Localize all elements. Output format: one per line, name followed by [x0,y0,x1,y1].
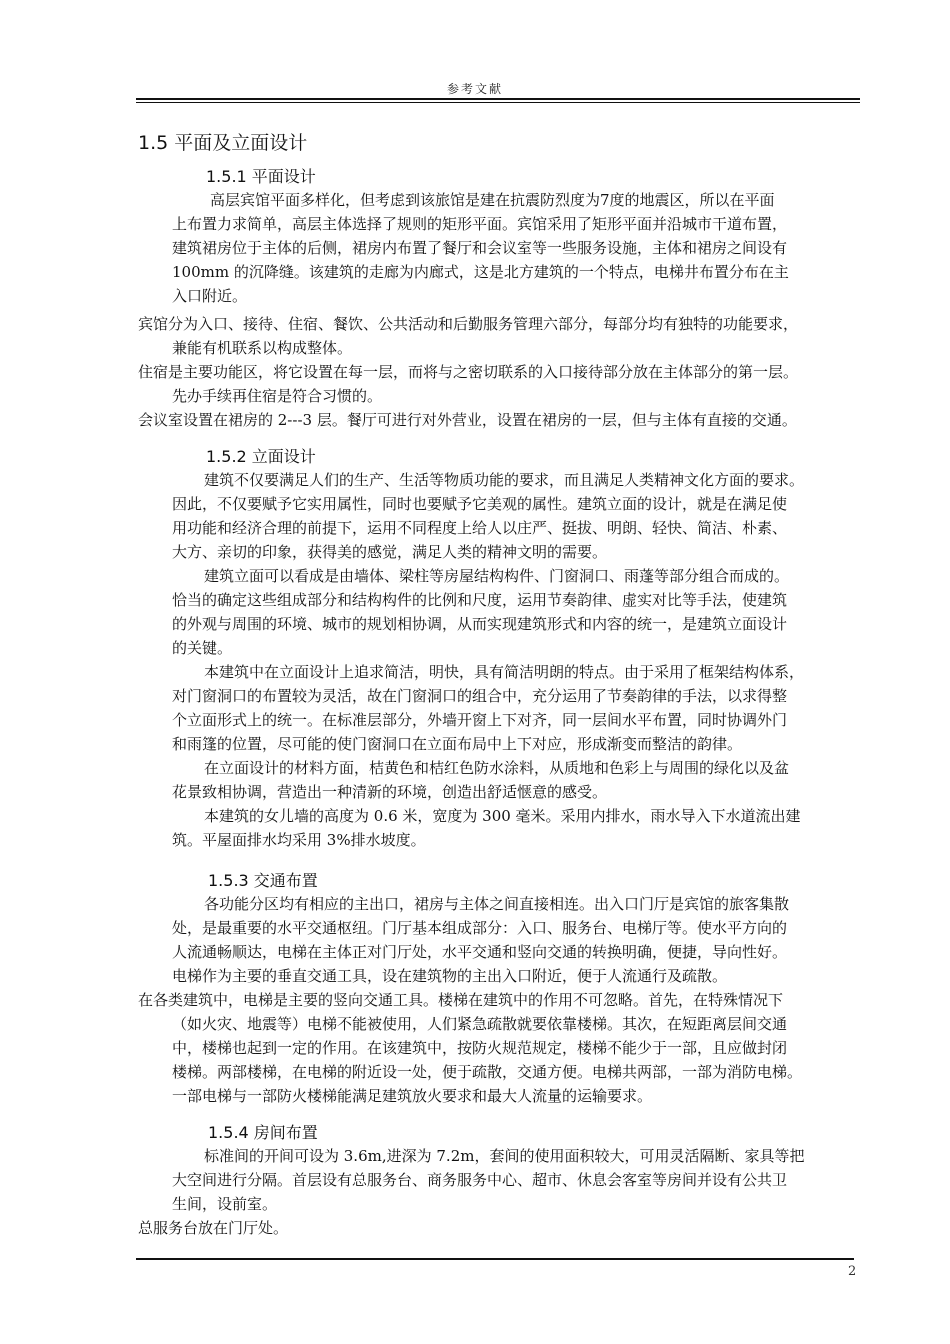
text-line: 的外观与周围的环境、城市的规划相协调，从而实现建筑形式和内容的统一，是建筑立面设计 [172,615,788,633]
text-line: 会议室设置在裙房的 2---3 层。餐厅可进行对外营业，设置在裙房的一层，但与主体有直接的交通。 [138,411,797,429]
page-header-title: 参考文献 [446,82,503,96]
text-line: 在立面设计的材料方面，桔黄色和桔红色防水涂料，从质地和色彩上与周围的绿化以及盆 [204,759,790,777]
subsection-title-elevation: 1.5.2 立面设计 [206,447,316,466]
text-line: 先办手续再住宿是符合习惯的。 [172,387,383,405]
paragraph-circulation-2 [138,988,802,1108]
paragraph-plan-2 [138,312,798,360]
paragraph-elevation-4 [172,756,789,804]
text-line: 电梯作为主要的垂直交通工具，设在建筑物的主出入口附近，便于人流通行及疏散。 [172,967,728,985]
text-line: 对门窗洞口的布置较为灵活，故在门窗洞口的组合中，充分运用了节奏韵律的手法，以求得整 [172,687,788,705]
paragraph-rooms-2 [138,1216,288,1240]
text-line: 宾馆分为入口、接待、住宿、餐饮、公共活动和后勤服务管理六部分，每部分均有独特的功能要求， [138,315,799,333]
paragraph-plan-3 [138,360,798,408]
text-line: 和雨篷的位置，尽可能的使门窗洞口在立面布局中上下对应，形成渐变而整洁的韵律。 [172,735,743,753]
text-line: 生间，设前室。 [172,1195,278,1213]
text-line: 本建筑的女儿墙的高度为 0.6 米，宽度为 300 毫米。采用内排水，雨水导入下水道流出建 [204,807,801,825]
paragraph-elevation-3 [172,660,804,756]
paragraph-plan-1 [172,188,789,308]
header-rule-thick [136,98,860,100]
text-line: 100mm 的沉降缝。该建筑的走廊为内廊式，这是北方建筑的一个特点，电梯井布置分布在主 [172,263,789,281]
text-line: 上布置力求简单，高层主体选择了规则的矩形平面。宾馆采用了矩形平面并沿城市干道布置， [172,215,788,233]
paragraph-elevation-1 [172,468,804,564]
text-line: 一部电梯与一部防火楼梯能满足建筑放火要求和最大人流量的运输要求。 [172,1087,653,1105]
text-line: 入口附近。 [172,287,248,305]
paragraph-elevation-2 [172,564,789,660]
text-line: 高层宾馆平面多样化，但考虑到该旅馆是建在抗震防烈度为7度的地震区，所以在平面 [210,191,775,209]
text-line: 恰当的确定这些组成部分和结构构件的比例和尺度，运用节奏韵律、虚实对比等手法，使建筑 [172,591,788,609]
paragraph-plan-4 [138,408,797,432]
text-line: 筑。平屋面排水均采用 3%排水坡度。 [172,831,426,849]
text-line: 大方、亲切的印象，获得美的感觉，满足人类的精神文明的需要。 [172,543,608,561]
subsection-title-plan: 1.5.1 平面设计 [206,167,316,186]
subsection-title-rooms: 1.5.4 房间布置 [208,1123,318,1142]
text-line: （如火灾、地震等）电梯不能被使用，人们紧急疏散就要依靠楼梯。其次，在短距离层间交通 [172,1015,788,1033]
paragraph-rooms-1 [172,1144,804,1216]
header-rule-thin [136,102,860,103]
text-line: 大空间进行分隔。首层设有总服务台、商务服务中心、超市、休息会客室等房间并设有公共卫 [172,1171,788,1189]
text-line: 本建筑中在立面设计上追求简洁，明快，具有简洁明朗的特点。由于采用了框架结构体系， [204,663,805,681]
page-number: 2 [848,1264,857,1279]
subsection-title-circulation: 1.5.3 交通布置 [208,871,318,890]
paragraph-elevation-5 [172,804,801,852]
text-line: 用功能和经济合理的前提下，运用不同程度上给人以庄严、挺拔、明朗、轻快、简洁、朴素、 [172,519,788,537]
paragraph-circulation-1 [172,892,789,988]
text-line: 兼能有机联系以构成整体。 [172,339,353,357]
text-line: 花景致相协调，营造出一种清新的环境，创造出舒适惬意的感受。 [172,783,608,801]
text-line: 人流通畅顺达，电梯在主体正对门厅处，水平交通和竖向交通的转换明确，便捷，导向性好。 [172,943,788,961]
text-line: 的关键。 [172,639,233,657]
text-line: 标准间的开间可设为 3.6m,进深为 7.2m，套间的使用面积较大，可用灵活隔断、家具等把 [204,1147,805,1165]
text-line: 建筑不仅要满足人们的生产、生活等物质功能的要求，而且满足人类精神文化方面的要求。 [204,471,805,489]
text-line: 处，是最重要的水平交通枢纽。门厅基本组成部分：入口、服务台、电梯厅等。使水平方向的 [172,919,788,937]
text-line: 总服务台放在门厅处。 [138,1219,289,1237]
text-line: 在各类建筑中，电梯是主要的竖向交通工具。楼梯在建筑中的作用不可忽略。首先，在特殊情况下 [138,991,784,1009]
text-line: 建筑裙房位于主体的后侧，裙房内布置了餐厅和会议室等一些服务设施，主体和裙房之间设有 [172,239,788,257]
text-line: 楼梯。两部楼梯，在电梯的附近设一处，便于疏散，交通方便。电梯共两部，一部为消防电梯。 [172,1063,803,1081]
footer-rule [136,1258,854,1260]
text-line: 因此，不仅要赋予它实用属性，同时也要赋予它美观的属性。建筑立面的设计，就是在满足使 [172,495,788,513]
text-line: 住宿是主要功能区，将它设置在每一层，而将与之密切联系的入口接待部分放在主体部分的第一层。 [138,363,799,381]
text-line: 个立面形式上的统一。在标准层部分，外墙开窗上下对齐，同一层间水平布置，同时协调外门 [172,711,788,729]
text-line: 中，楼梯也起到一定的作用。在该建筑中，按防火规范规定，楼梯不能少于一部，且应做封闭 [172,1039,788,1057]
text-line: 建筑立面可以看成是由墙体、梁柱等房屋结构构件、门窗洞口、雨蓬等部分组合而成的。 [204,567,790,585]
section-title: 1.5 平面及立面设计 [138,132,308,154]
text-line: 各功能分区均有相应的主出口，裙房与主体之间直接相连。出入口门厅是宾馆的旅客集散 [204,895,790,913]
